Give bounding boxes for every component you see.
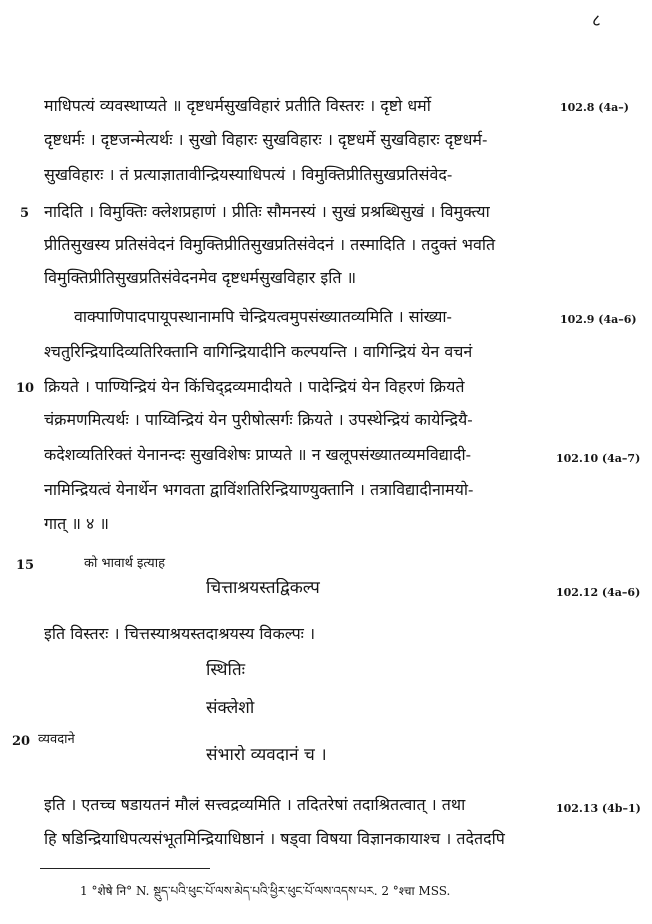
text-line-20: व्यवदाने [38,732,75,747]
footnote: 1 °शेषे नि° N. སྡུད་པའི་ཕུང་པོ་ལས་མེད་པའི་ཕྱིར་ཕུང་པོ་ལས་འདས་པར. 2 °श्चा MSS. [80,884,451,898]
text-line-9: श्चतुरिन्द्रियादिव्यतिरिक्तानि वागिन्द्रियादीनि कल्पयन्ति । वागिन्द्रियं येन वचनं [44,342,473,361]
line-number: 10 [16,381,35,396]
line-number: 20 [12,734,31,749]
text-line-22: इति । एतच्च षडायतनं मौलं सत्त्वद्रव्यमिति । तदितरेषां तदाश्रितत्वात् । तथा [44,795,466,814]
footnote-rule [40,868,210,869]
margin-ref: 102.9 (4a–6) [560,313,637,326]
text-line-11: चंक्रमणमित्यर्थः । पाय्विन्द्रियं येन पुरीषोत्सर्गः क्रियते । उपस्थेन्द्रियं कायेन्द्रियै- [44,410,473,429]
text-line-12: कदेशव्यतिरिक्तं येनानन्दः सुखविशेषः प्राप्यते ॥ न खलूपसंख्यातव्यमविद्यादी- [44,445,472,464]
line-number: 15 [16,558,35,573]
text-line-8: वाक्पाणिपादपायूपस्थानामपि चेन्द्रियत्वमुपसंख्यातव्यमिति । सांख्या- [74,307,452,326]
text-line-2: माधिपत्यं व्यवस्थाप्यते ॥ दृष्टधर्मसुखविहारं प्रतीति विस्तरः । दृष्टो धर्मो [44,96,431,115]
text-line-14: गात् ॥ ४ ॥ [44,514,110,533]
verse-line: संभारो व्यवदानं च । [206,745,327,765]
text-line-5: नादिति । विमुक्तिः क्लेशप्रहाणं । प्रीतिः सौमनस्यं । सुखं प्रश्रब्धिसुखं । विमुक्त्या [44,202,490,221]
text-line-17: इति विस्तरः । चित्तस्याश्रयस्तदाश्रयस्य विकल्पः । [44,624,316,643]
page-number: ८ [592,11,601,31]
text-line-3: दृष्टधर्मः । दृष्टजन्मेत्यर्थः । सुखो विहारः सुखविहारः । दृष्टधर्मे सुखविहारः दृष्टधर्म- [44,130,488,149]
verse-line: चित्ताश्रयस्तद्विकल्प [206,578,320,598]
text-line-6: प्रीतिसुखस्य प्रतिसंवेदनं विमुक्तिप्रीतिसुखप्रतिसंवेदनं । तस्मादिति । तदुक्तं भवति [44,235,496,254]
text-line-15: को भावार्थ इत्याह [84,556,165,571]
margin-ref: 102.13 (4b–1) [556,802,641,815]
verse-line: स्थितिः [206,660,246,680]
verse-line: संक्लेशो [206,698,255,718]
text-line-13: नामिन्द्रियत्वं येनार्थेन भगवता द्वाविंशतिरिन्द्रियाण्युक्तानि । तत्राविद्यादीनामयो- [44,480,474,499]
text-line-10: क्रियते । पाण्यिन्द्रियं येन किंचिद्द्रव्यमादीयते । पादेन्द्रियं येन विहरणं क्रियते [44,377,465,396]
margin-ref: 102.8 (4a–) [560,101,629,114]
text-line-7: विमुक्तिप्रीतिसुखप्रतिसंवेदनमेव दृष्टधर्मसुखविहार इति ॥ [44,268,357,287]
line-number: 5 [20,206,30,221]
text-line-4: सुखविहारः । तं प्रत्याज्ञातावीन्द्रियस्याधिपत्यं । विमुक्तिप्रीतिसुखप्रतिसंवेद- [44,165,453,184]
margin-ref: 102.12 (4a–6) [556,586,641,599]
text-line-23: हि षडिन्द्रियाधिपत्यसंभूतमिन्द्रियाधिष्ठानं । षड्वा विषया विज्ञानकायाश्च । तदेतदपि [44,829,505,848]
margin-ref: 102.10 (4a–7) [556,452,641,465]
